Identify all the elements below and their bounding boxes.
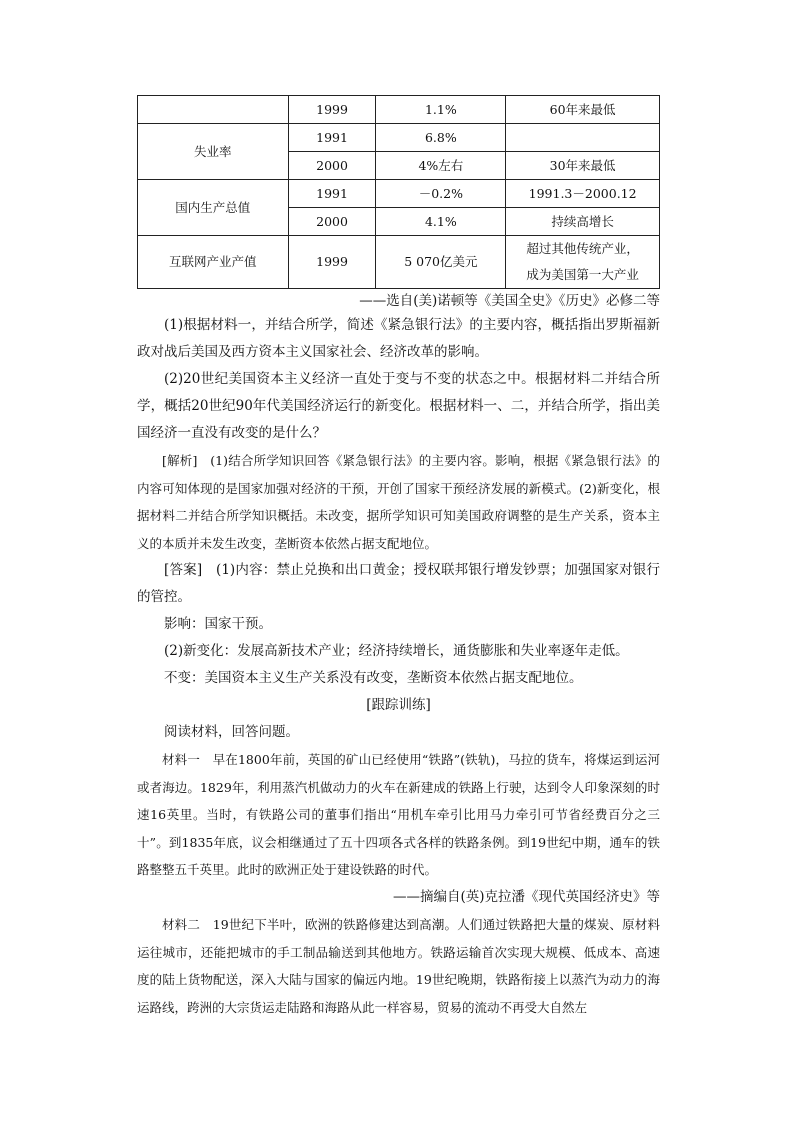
table-cell-note: 60年来最低 bbox=[506, 96, 660, 124]
table-cell-year: 2000 bbox=[288, 152, 376, 180]
table-cell-value: 4.1% bbox=[376, 208, 506, 236]
table-row bbox=[138, 236, 660, 289]
table-cell-value: 5 070亿美元 bbox=[376, 236, 506, 289]
instruction-text: 阅读材料，回答问题。 bbox=[164, 724, 299, 740]
table-cell-note bbox=[506, 124, 660, 152]
source-citation-2: ——摘编自(英)克拉潘《现代英国经济史》等 bbox=[392, 889, 660, 905]
section-title: [跟踪训练] bbox=[366, 697, 431, 713]
table-note-line: 成为美国第一大产业 bbox=[526, 267, 639, 282]
economic-stats-table bbox=[137, 95, 660, 289]
answer-unchanged: 不变：美国资本主义生产关系没有改变，垄断资本依然占据支配地位。 bbox=[164, 670, 583, 686]
answer-new-change: (2)新变化：发展高新技术产业；经济持续增长，通货膨胀和失业率逐年走低。 bbox=[164, 643, 629, 659]
analysis-paragraph: [解析] (1)结合所学知识回答《紧急银行法》的主要内容。影响，根据《紧急银行法》的内容可知体现的是国家加强对经济的干预，开创了国家干预经济发展的新模式。(2)新变化，根据材料二并结合所学知识概括。未改变，据所学知识可知美国政府调整的是生产关系，资本主义的本质并未发生改变，垄断资本依然占据支配地位。 bbox=[137, 453, 660, 551]
table-row bbox=[138, 96, 660, 124]
table-note-line: 超过其他传统产业， bbox=[526, 241, 639, 256]
table-cell-note: 持续高增长 bbox=[506, 208, 660, 236]
table-cell-note bbox=[506, 236, 660, 289]
table-cell-value: 6.8% bbox=[376, 124, 506, 152]
table-cell-year: 1991 bbox=[288, 180, 376, 208]
table-cell-label bbox=[138, 96, 289, 124]
question-1: (1)根据材料一，并结合所学，简述《紧急银行法》的主要内容，概括指出罗斯福新政对战后美国及西方资本主义国家社会、经济改革的影响。 bbox=[137, 317, 660, 360]
table-cell-year: 1999 bbox=[288, 236, 376, 289]
question-2: (2)20世纪美国资本主义经济一直处于变与不变的状态之中。根据材料二并结合所学，概括20世纪90年代美国经济运行的新变化。根据材料一、二，并结合所学，指出美国经济一直没有改变的是什么？ bbox=[137, 371, 660, 441]
table-cell-label: 互联网产业产值 bbox=[138, 236, 289, 289]
table-cell-year: 1991 bbox=[288, 124, 376, 152]
table-cell-year: 2000 bbox=[288, 208, 376, 236]
material-2: 材料二 19世纪下半叶，欧洲的铁路修建达到高潮。人们通过铁路把大量的煤炭、原材料运往城市，还能把城市的手工制品输送到其他地方。铁路运输首次实现大规模、低成本、高速度的陆上货物配送，深入大陆与国家的偏远内地。19世纪晚期，铁路衔接上以蒸汽为动力的海运路线，跨洲的大宗货运走陆路和海路从此一样容易，贸易的流动不再受大自然左 bbox=[137, 917, 660, 1015]
table-row bbox=[138, 124, 660, 152]
table-cell-note: 30年来最低 bbox=[506, 152, 660, 180]
table-cell-value: －0.2% bbox=[376, 180, 506, 208]
answer-influence: 影响：国家干预。 bbox=[164, 616, 272, 632]
material-1: 材料一 早在1800年前，英国的矿山已经使用“铁路”(铁轨)，马拉的货车，将煤运到运河或者海边。1829年，利用蒸汽机做动力的火车在新建成的铁路上行驶，达到令人印象深刻的时速16英里。当时，有铁路公司的董事们指出“用机车牵引比用马力牵引可节省经费百分之三十”。到1835年底，议会相继通过了五十四项各式各样的铁路条例。到19世纪中期，通车的铁路整整五千英里。此时的欧洲正处于建设铁路的时代。 bbox=[137, 752, 660, 877]
source-citation: ——选自(美)诺顿等《美国全史》《历史》必修二等 bbox=[359, 293, 660, 309]
answer-paragraph: [答案] (1)内容：禁止兑换和出口黄金；授权联邦银行增发钞票；加强国家对银行的管控。 bbox=[137, 562, 660, 605]
table-cell-label: 国内生产总值 bbox=[138, 180, 289, 236]
table-cell-note: 1991.3－2000.12 bbox=[506, 180, 660, 208]
table-cell-label: 失业率 bbox=[138, 124, 289, 180]
table-row bbox=[138, 180, 660, 208]
table-cell-year: 1999 bbox=[288, 96, 376, 124]
table-cell-value: 1.1% bbox=[376, 96, 506, 124]
table-cell-value: 4%左右 bbox=[376, 152, 506, 180]
